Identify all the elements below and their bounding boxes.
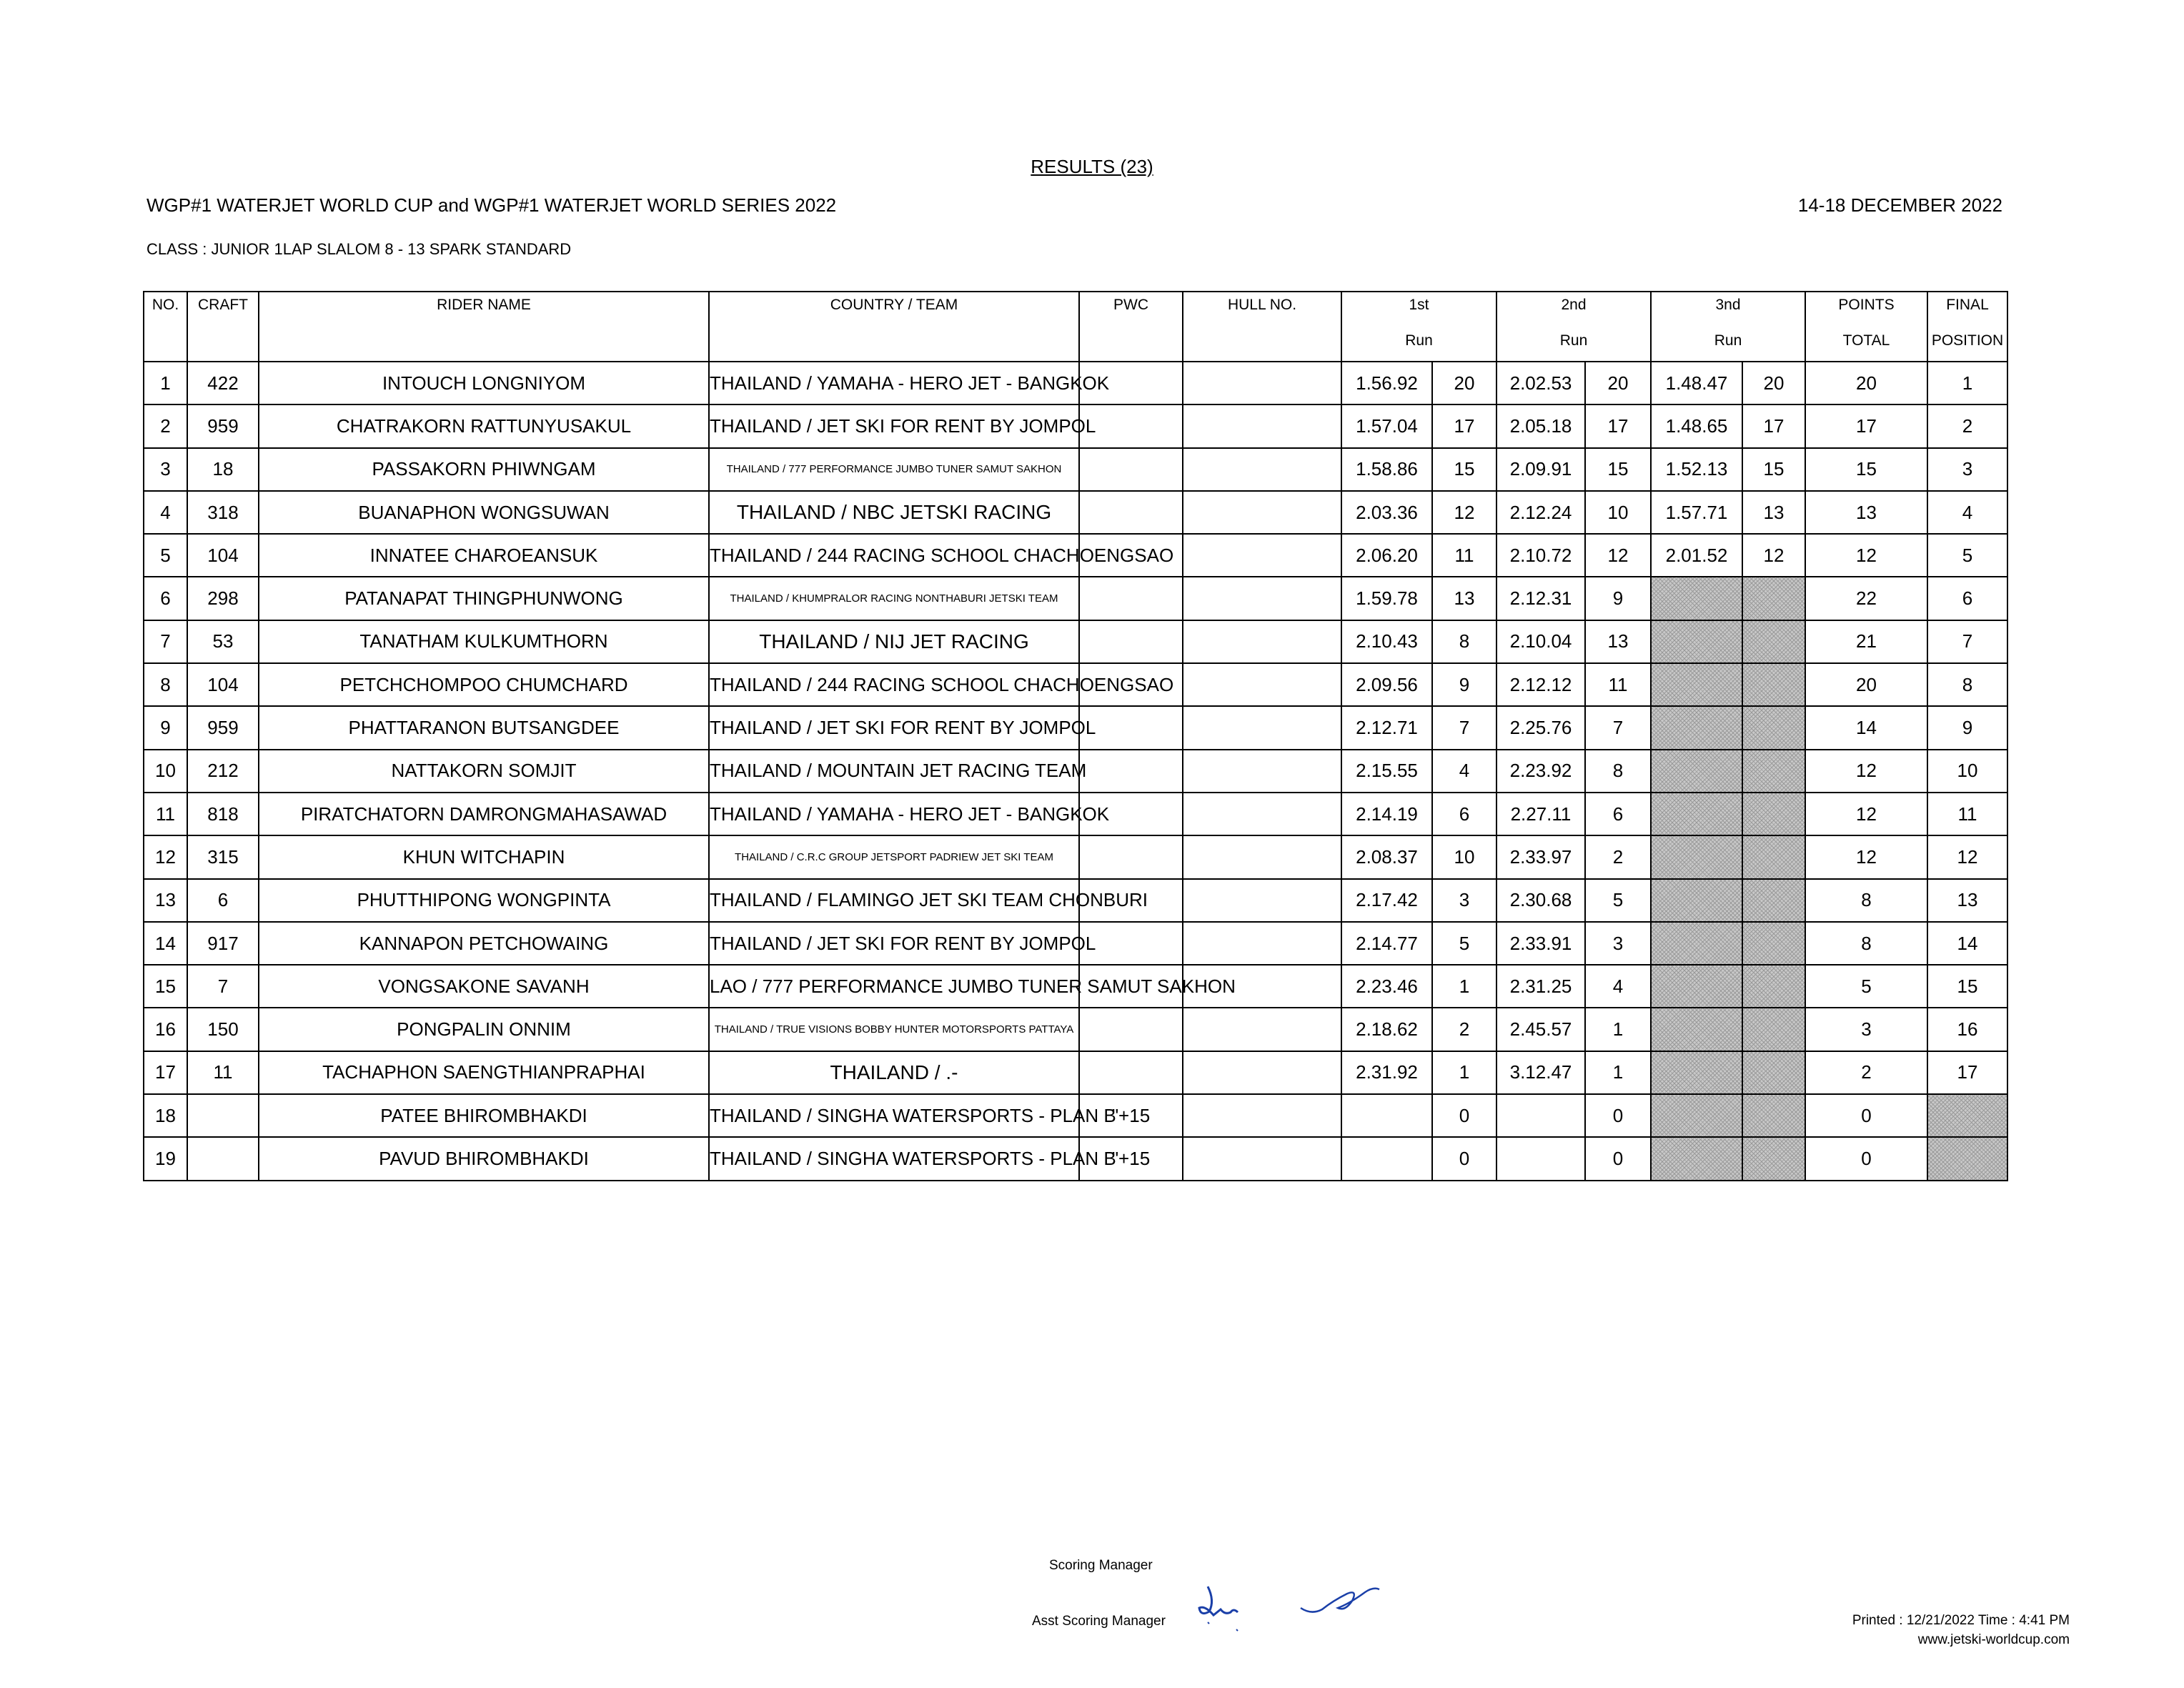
cell-hull-no <box>1183 491 1341 534</box>
cell-pwc: "+15 <box>1079 1137 1183 1180</box>
cell-hull-no <box>1183 620 1341 663</box>
cell-run3-time <box>1651 750 1742 793</box>
cell-rider-name: CHATRAKORN RATTUNYUSAKUL <box>259 404 709 447</box>
cell-run2-points: 10 <box>1585 491 1651 534</box>
cell-run2-points: 4 <box>1585 965 1651 1008</box>
header-row <box>144 292 2007 362</box>
cell-final-position: 14 <box>1927 922 2007 965</box>
cell-country-team: THAILAND / NBC JETSKI RACING <box>709 491 1079 534</box>
cell-run2-time: 2.12.31 <box>1496 577 1585 620</box>
table-row <box>144 922 2007 965</box>
cell-hull-no <box>1183 1051 1341 1094</box>
cell-run3-points <box>1742 577 1805 620</box>
cell-country-team: THAILAND / JET SKI FOR RENT BY JOMPOL <box>709 706 1079 749</box>
cell-points-total: 20 <box>1805 362 1927 404</box>
cell-rider-name: KHUN WITCHAPIN <box>259 835 709 878</box>
cell-hull-no <box>1183 577 1341 620</box>
cell-run1-points: 13 <box>1432 577 1496 620</box>
cell-no: 2 <box>144 404 187 447</box>
cell-run1-points: 9 <box>1432 663 1496 706</box>
cell-run2-time: 2.33.97 <box>1496 835 1585 878</box>
cell-run3-points: 17 <box>1742 404 1805 447</box>
cell-no: 7 <box>144 620 187 663</box>
cell-craft <box>187 1094 259 1137</box>
cell-hull-no <box>1183 404 1341 447</box>
cell-points-total: 0 <box>1805 1137 1927 1180</box>
col-craft: CRAFT <box>187 292 259 362</box>
cell-run2-points: 1 <box>1585 1008 1651 1051</box>
cell-run1-points: 3 <box>1432 879 1496 922</box>
cell-run1-points: 8 <box>1432 620 1496 663</box>
cell-points-total: 5 <box>1805 965 1927 1008</box>
cell-country-team: THAILAND / KHUMPRALOR RACING NONTHABURI JETSKI TEAM <box>709 577 1079 620</box>
cell-final-position: 6 <box>1927 577 2007 620</box>
cell-final-position: 5 <box>1927 534 2007 577</box>
cell-run3-time: 1.48.47 <box>1651 362 1742 404</box>
table-row <box>144 793 2007 835</box>
table-row <box>144 534 2007 577</box>
table-row <box>144 491 2007 534</box>
cell-craft: 6 <box>187 879 259 922</box>
cell-run1-time: 2.14.19 <box>1341 793 1432 835</box>
cell-hull-no <box>1183 879 1341 922</box>
cell-run3-points <box>1742 922 1805 965</box>
cell-hull-no <box>1183 362 1341 404</box>
cell-run2-time <box>1496 1137 1585 1180</box>
cell-points-total: 3 <box>1805 1008 1927 1051</box>
cell-points-total: 2 <box>1805 1051 1927 1094</box>
cell-run3-points <box>1742 793 1805 835</box>
cell-run1-points: 17 <box>1432 404 1496 447</box>
cell-final-position: 15 <box>1927 965 2007 1008</box>
cell-run3-points <box>1742 1094 1805 1137</box>
cell-run1-points: 20 <box>1432 362 1496 404</box>
cell-run2-points: 2 <box>1585 835 1651 878</box>
cell-run3-time <box>1651 879 1742 922</box>
cell-run1-time: 2.10.43 <box>1341 620 1432 663</box>
cell-craft: 104 <box>187 663 259 706</box>
cell-craft: 104 <box>187 534 259 577</box>
cell-points-total: 21 <box>1805 620 1927 663</box>
cell-rider-name: TANATHAM KULKUMTHORN <box>259 620 709 663</box>
cell-country-team: THAILAND / C.R.C GROUP JETSPORT PADRIEW JET SKI TEAM <box>709 835 1079 878</box>
cell-no: 1 <box>144 362 187 404</box>
cell-final-position: 12 <box>1927 835 2007 878</box>
cell-country-team: THAILAND / JET SKI FOR RENT BY JOMPOL <box>709 922 1079 965</box>
cell-run2-time: 2.45.57 <box>1496 1008 1585 1051</box>
cell-run3-time <box>1651 835 1742 878</box>
cell-run1-time: 2.06.20 <box>1341 534 1432 577</box>
event-name: WGP#1 WATERJET WORLD CUP and WGP#1 WATERJET WORLD SERIES 2022 <box>147 194 837 216</box>
cell-run2-points: 15 <box>1585 448 1651 491</box>
col-no: NO. <box>144 292 187 362</box>
cell-run1-points: 11 <box>1432 534 1496 577</box>
cell-run1-points: 7 <box>1432 706 1496 749</box>
cell-run2-time: 3.12.47 <box>1496 1051 1585 1094</box>
cell-final-position: 8 <box>1927 663 2007 706</box>
cell-rider-name: PATANAPAT THINGPHUNWONG <box>259 577 709 620</box>
cell-run2-points: 5 <box>1585 879 1651 922</box>
cell-points-total: 15 <box>1805 448 1927 491</box>
cell-points-total: 12 <box>1805 835 1927 878</box>
table-row <box>144 879 2007 922</box>
cell-rider-name: PETCHCHOMPOO CHUMCHARD <box>259 663 709 706</box>
cell-run3-points <box>1742 1137 1805 1180</box>
cell-craft: 959 <box>187 404 259 447</box>
cell-run2-time: 2.12.12 <box>1496 663 1585 706</box>
table-row <box>144 404 2007 447</box>
cell-country-team: LAO / 777 PERFORMANCE JUMBO TUNER SAMUT SAKHON <box>709 965 1079 1008</box>
cell-run3-points <box>1742 706 1805 749</box>
cell-hull-no <box>1183 922 1341 965</box>
cell-run2-time: 2.23.92 <box>1496 750 1585 793</box>
cell-craft: 11 <box>187 1051 259 1094</box>
cell-run1-time: 2.12.71 <box>1341 706 1432 749</box>
cell-no: 13 <box>144 879 187 922</box>
cell-run1-time: 2.31.92 <box>1341 1051 1432 1094</box>
cell-run2-points: 0 <box>1585 1094 1651 1137</box>
cell-points-total: 14 <box>1805 706 1927 749</box>
cell-rider-name: PONGPALIN ONNIM <box>259 1008 709 1051</box>
table-row <box>144 620 2007 663</box>
cell-run2-time <box>1496 1094 1585 1137</box>
table-row <box>144 1137 2007 1180</box>
cell-run2-points: 1 <box>1585 1051 1651 1094</box>
col-points-total: POINTS TOTAL <box>1805 292 1927 362</box>
cell-final-position: 13 <box>1927 879 2007 922</box>
cell-rider-name: PAVUD BHIROMBHAKDI <box>259 1137 709 1180</box>
results-title: RESULTS (23) <box>1031 156 1153 177</box>
table-row <box>144 965 2007 1008</box>
cell-craft: 298 <box>187 577 259 620</box>
website: www.jetski-worldcup.com <box>1917 1632 2070 1647</box>
cell-run2-time: 2.02.53 <box>1496 362 1585 404</box>
cell-country-team: THAILAND / NIJ JET RACING <box>709 620 1079 663</box>
cell-run3-points <box>1742 750 1805 793</box>
cell-craft: 7 <box>187 965 259 1008</box>
cell-hull-no <box>1183 1008 1341 1051</box>
asst-scoring-manager-label: Asst Scoring Manager <box>1032 1614 1166 1629</box>
cell-craft <box>187 1137 259 1180</box>
col-run3: 3nd Run <box>1651 292 1805 362</box>
cell-run3-time <box>1651 922 1742 965</box>
cell-run2-points: 0 <box>1585 1137 1651 1180</box>
cell-run3-points: 20 <box>1742 362 1805 404</box>
cell-run1-points: 2 <box>1432 1008 1496 1051</box>
cell-run3-time: 2.01.52 <box>1651 534 1742 577</box>
cell-run2-time: 2.30.68 <box>1496 879 1585 922</box>
cell-country-team: THAILAND / TRUE VISIONS BOBBY HUNTER MOTORSPORTS PATTAYA <box>709 1008 1079 1051</box>
cell-no: 18 <box>144 1094 187 1137</box>
col-country-team: COUNTRY / TEAM <box>709 292 1079 362</box>
cell-no: 6 <box>144 577 187 620</box>
cell-run3-time <box>1651 1051 1742 1094</box>
table-row <box>144 1008 2007 1051</box>
cell-country-team: THAILAND / FLAMINGO JET SKI TEAM CHONBURI <box>709 879 1079 922</box>
cell-hull-no <box>1183 706 1341 749</box>
cell-pwc <box>1079 620 1183 663</box>
cell-run1-time: 2.18.62 <box>1341 1008 1432 1051</box>
cell-run2-time: 2.10.72 <box>1496 534 1585 577</box>
cell-run3-time <box>1651 1008 1742 1051</box>
cell-run3-points <box>1742 879 1805 922</box>
table-row <box>144 577 2007 620</box>
col-run2: 2nd Run <box>1496 292 1651 362</box>
cell-no: 3 <box>144 448 187 491</box>
cell-run2-time: 2.05.18 <box>1496 404 1585 447</box>
cell-no: 16 <box>144 1008 187 1051</box>
cell-final-position: 4 <box>1927 491 2007 534</box>
cell-country-team: THAILAND / SINGHA WATERSPORTS - PLAN B <box>709 1094 1079 1137</box>
cell-pwc <box>1079 1051 1183 1094</box>
cell-rider-name: PATEE BHIROMBHAKDI <box>259 1094 709 1137</box>
col-pwc: PWC <box>1079 292 1183 362</box>
table-row <box>144 1094 2007 1137</box>
cell-country-team: THAILAND / MOUNTAIN JET RACING TEAM <box>709 750 1079 793</box>
cell-run3-points: 13 <box>1742 491 1805 534</box>
table-row <box>144 1051 2007 1094</box>
cell-points-total: 12 <box>1805 750 1927 793</box>
cell-points-total: 17 <box>1805 404 1927 447</box>
cell-no: 9 <box>144 706 187 749</box>
cell-run1-time: 1.57.04 <box>1341 404 1432 447</box>
cell-run3-time: 1.52.13 <box>1651 448 1742 491</box>
cell-run2-points: 3 <box>1585 922 1651 965</box>
cell-run3-points: 12 <box>1742 534 1805 577</box>
cell-rider-name: TACHAPHON SAENGTHIANPRAPHAI <box>259 1051 709 1094</box>
cell-no: 17 <box>144 1051 187 1094</box>
cell-run3-time <box>1651 1137 1742 1180</box>
col-rider-name: RIDER NAME <box>259 292 709 362</box>
cell-pwc <box>1079 750 1183 793</box>
cell-craft: 818 <box>187 793 259 835</box>
cell-hull-no <box>1183 534 1341 577</box>
cell-country-team: THAILAND / SINGHA WATERSPORTS - PLAN B <box>709 1137 1079 1180</box>
cell-rider-name: PHUTTHIPONG WONGPINTA <box>259 879 709 922</box>
cell-rider-name: INTOUCH LONGNIYOM <box>259 362 709 404</box>
cell-run2-time: 2.33.91 <box>1496 922 1585 965</box>
class-line: CLASS : JUNIOR 1LAP SLALOM 8 - 13 SPARK STANDARD <box>147 240 572 258</box>
cell-country-team: THAILAND / 244 RACING SCHOOL CHACHOENGSAO <box>709 663 1079 706</box>
cell-final-position: 9 <box>1927 706 2007 749</box>
cell-no: 5 <box>144 534 187 577</box>
cell-run1-time: 2.03.36 <box>1341 491 1432 534</box>
cell-points-total: 13 <box>1805 491 1927 534</box>
cell-hull-no <box>1183 448 1341 491</box>
cell-hull-no <box>1183 750 1341 793</box>
cell-pwc <box>1079 577 1183 620</box>
cell-run2-time: 2.09.91 <box>1496 448 1585 491</box>
cell-no: 12 <box>144 835 187 878</box>
cell-points-total: 12 <box>1805 534 1927 577</box>
cell-run2-points: 9 <box>1585 577 1651 620</box>
cell-country-team: THAILAND / JET SKI FOR RENT BY JOMPOL <box>709 404 1079 447</box>
cell-craft: 18 <box>187 448 259 491</box>
cell-pwc <box>1079 448 1183 491</box>
cell-rider-name: INNATEE CHAROEANSUK <box>259 534 709 577</box>
cell-run3-time <box>1651 577 1742 620</box>
cell-hull-no <box>1183 1137 1341 1180</box>
cell-run1-time: 2.09.56 <box>1341 663 1432 706</box>
cell-points-total: 8 <box>1805 879 1927 922</box>
event-date: 14-18 DECEMBER 2022 <box>1797 194 2002 216</box>
cell-country-team: THAILAND / 777 PERFORMANCE JUMBO TUNER SAMUT SAKHON <box>709 448 1079 491</box>
cell-run2-points: 11 <box>1585 663 1651 706</box>
cell-rider-name: NATTAKORN SOMJIT <box>259 750 709 793</box>
cell-run1-time: 2.17.42 <box>1341 879 1432 922</box>
results-table <box>143 291 2008 1181</box>
cell-run3-points <box>1742 1051 1805 1094</box>
cell-final-position <box>1927 1137 2007 1180</box>
cell-run2-time: 2.12.24 <box>1496 491 1585 534</box>
cell-run1-time: 1.58.86 <box>1341 448 1432 491</box>
cell-craft: 212 <box>187 750 259 793</box>
cell-run1-time <box>1341 1137 1432 1180</box>
cell-rider-name: PASSAKORN PHIWNGAM <box>259 448 709 491</box>
cell-run2-time: 2.27.11 <box>1496 793 1585 835</box>
cell-no: 8 <box>144 663 187 706</box>
cell-run1-points: 6 <box>1432 793 1496 835</box>
cell-craft: 150 <box>187 1008 259 1051</box>
cell-no: 15 <box>144 965 187 1008</box>
cell-run3-time: 1.57.71 <box>1651 491 1742 534</box>
cell-run2-time: 2.31.25 <box>1496 965 1585 1008</box>
cell-run1-points: 0 <box>1432 1094 1496 1137</box>
cell-points-total: 12 <box>1805 793 1927 835</box>
cell-country-team: THAILAND / .- <box>709 1051 1079 1094</box>
cell-run3-points <box>1742 1008 1805 1051</box>
cell-run1-time: 1.56.92 <box>1341 362 1432 404</box>
cell-run3-time <box>1651 706 1742 749</box>
cell-run3-time <box>1651 1094 1742 1137</box>
cell-run2-points: 13 <box>1585 620 1651 663</box>
cell-final-position: 3 <box>1927 448 2007 491</box>
cell-country-team: THAILAND / YAMAHA - HERO JET - BANGKOK <box>709 793 1079 835</box>
cell-points-total: 20 <box>1805 663 1927 706</box>
cell-run1-points: 15 <box>1432 448 1496 491</box>
cell-pwc <box>1079 491 1183 534</box>
cell-run1-points: 5 <box>1432 922 1496 965</box>
scoring-manager-label: Scoring Manager <box>1049 1558 1153 1573</box>
cell-country-team: THAILAND / YAMAHA - HERO JET - BANGKOK <box>709 362 1079 404</box>
table-row <box>144 362 2007 404</box>
cell-rider-name: PIRATCHATORN DAMRONGMAHASAWAD <box>259 793 709 835</box>
table-row <box>144 835 2007 878</box>
cell-run1-points: 1 <box>1432 965 1496 1008</box>
cell-points-total: 8 <box>1805 922 1927 965</box>
cell-no: 10 <box>144 750 187 793</box>
cell-run3-points: 15 <box>1742 448 1805 491</box>
table-row <box>144 706 2007 749</box>
cell-rider-name: KANNAPON PETCHOWAING <box>259 922 709 965</box>
cell-run2-time: 2.10.04 <box>1496 620 1585 663</box>
cell-run1-points: 0 <box>1432 1137 1496 1180</box>
cell-final-position: 16 <box>1927 1008 2007 1051</box>
cell-run1-points: 4 <box>1432 750 1496 793</box>
col-hull-no: HULL NO. <box>1183 292 1341 362</box>
table-row <box>144 663 2007 706</box>
cell-run2-points: 7 <box>1585 706 1651 749</box>
cell-run2-points: 17 <box>1585 404 1651 447</box>
cell-pwc <box>1079 1008 1183 1051</box>
cell-run1-time: 2.15.55 <box>1341 750 1432 793</box>
cell-run3-points <box>1742 965 1805 1008</box>
cell-final-position: 2 <box>1927 404 2007 447</box>
cell-run3-time <box>1651 965 1742 1008</box>
cell-final-position: 17 <box>1927 1051 2007 1094</box>
cell-final-position: 11 <box>1927 793 2007 835</box>
cell-no: 11 <box>144 793 187 835</box>
cell-run3-time <box>1651 620 1742 663</box>
cell-run1-time: 2.14.77 <box>1341 922 1432 965</box>
cell-no: 4 <box>144 491 187 534</box>
cell-pwc: "+15 <box>1079 1094 1183 1137</box>
cell-hull-no <box>1183 835 1341 878</box>
cell-craft: 917 <box>187 922 259 965</box>
cell-hull-no <box>1183 793 1341 835</box>
cell-run1-points: 12 <box>1432 491 1496 534</box>
cell-hull-no <box>1183 1094 1341 1137</box>
cell-craft: 315 <box>187 835 259 878</box>
cell-run1-points: 1 <box>1432 1051 1496 1094</box>
printed-timestamp: Printed : 12/21/2022 Time : 4:41 PM <box>1852 1613 2070 1628</box>
cell-rider-name: VONGSAKONE SAVANH <box>259 965 709 1008</box>
cell-final-position: 1 <box>1927 362 2007 404</box>
cell-country-team: THAILAND / 244 RACING SCHOOL CHACHOENGSAO <box>709 534 1079 577</box>
cell-craft: 318 <box>187 491 259 534</box>
cell-rider-name: BUANAPHON WONGSUWAN <box>259 491 709 534</box>
cell-points-total: 22 <box>1805 577 1927 620</box>
table-row <box>144 750 2007 793</box>
cell-run1-time: 2.08.37 <box>1341 835 1432 878</box>
cell-run3-time <box>1651 793 1742 835</box>
cell-hull-no <box>1183 663 1341 706</box>
cell-rider-name: PHATTARANON BUTSANGDEE <box>259 706 709 749</box>
signatures-image <box>1186 1572 1415 1637</box>
cell-final-position: 10 <box>1927 750 2007 793</box>
cell-points-total: 0 <box>1805 1094 1927 1137</box>
cell-run1-points: 10 <box>1432 835 1496 878</box>
cell-no: 14 <box>144 922 187 965</box>
cell-final-position: 7 <box>1927 620 2007 663</box>
cell-no: 19 <box>144 1137 187 1180</box>
cell-run3-points <box>1742 835 1805 878</box>
cell-run2-points: 20 <box>1585 362 1651 404</box>
cell-run3-time <box>1651 663 1742 706</box>
table-row <box>144 448 2007 491</box>
cell-craft: 959 <box>187 706 259 749</box>
cell-craft: 422 <box>187 362 259 404</box>
print-info <box>1852 1611 2070 1649</box>
col-final-position: FINAL POSITION <box>1927 292 2007 362</box>
cell-run2-points: 8 <box>1585 750 1651 793</box>
cell-pwc <box>1079 835 1183 878</box>
cell-run3-points <box>1742 663 1805 706</box>
cell-run1-time <box>1341 1094 1432 1137</box>
cell-run2-points: 12 <box>1585 534 1651 577</box>
cell-run3-points <box>1742 620 1805 663</box>
cell-final-position <box>1927 1094 2007 1137</box>
cell-run3-time: 1.48.65 <box>1651 404 1742 447</box>
cell-run2-points: 6 <box>1585 793 1651 835</box>
cell-run2-time: 2.25.76 <box>1496 706 1585 749</box>
cell-run1-time: 2.23.46 <box>1341 965 1432 1008</box>
cell-craft: 53 <box>187 620 259 663</box>
cell-run1-time: 1.59.78 <box>1341 577 1432 620</box>
col-run1: 1st Run <box>1341 292 1496 362</box>
